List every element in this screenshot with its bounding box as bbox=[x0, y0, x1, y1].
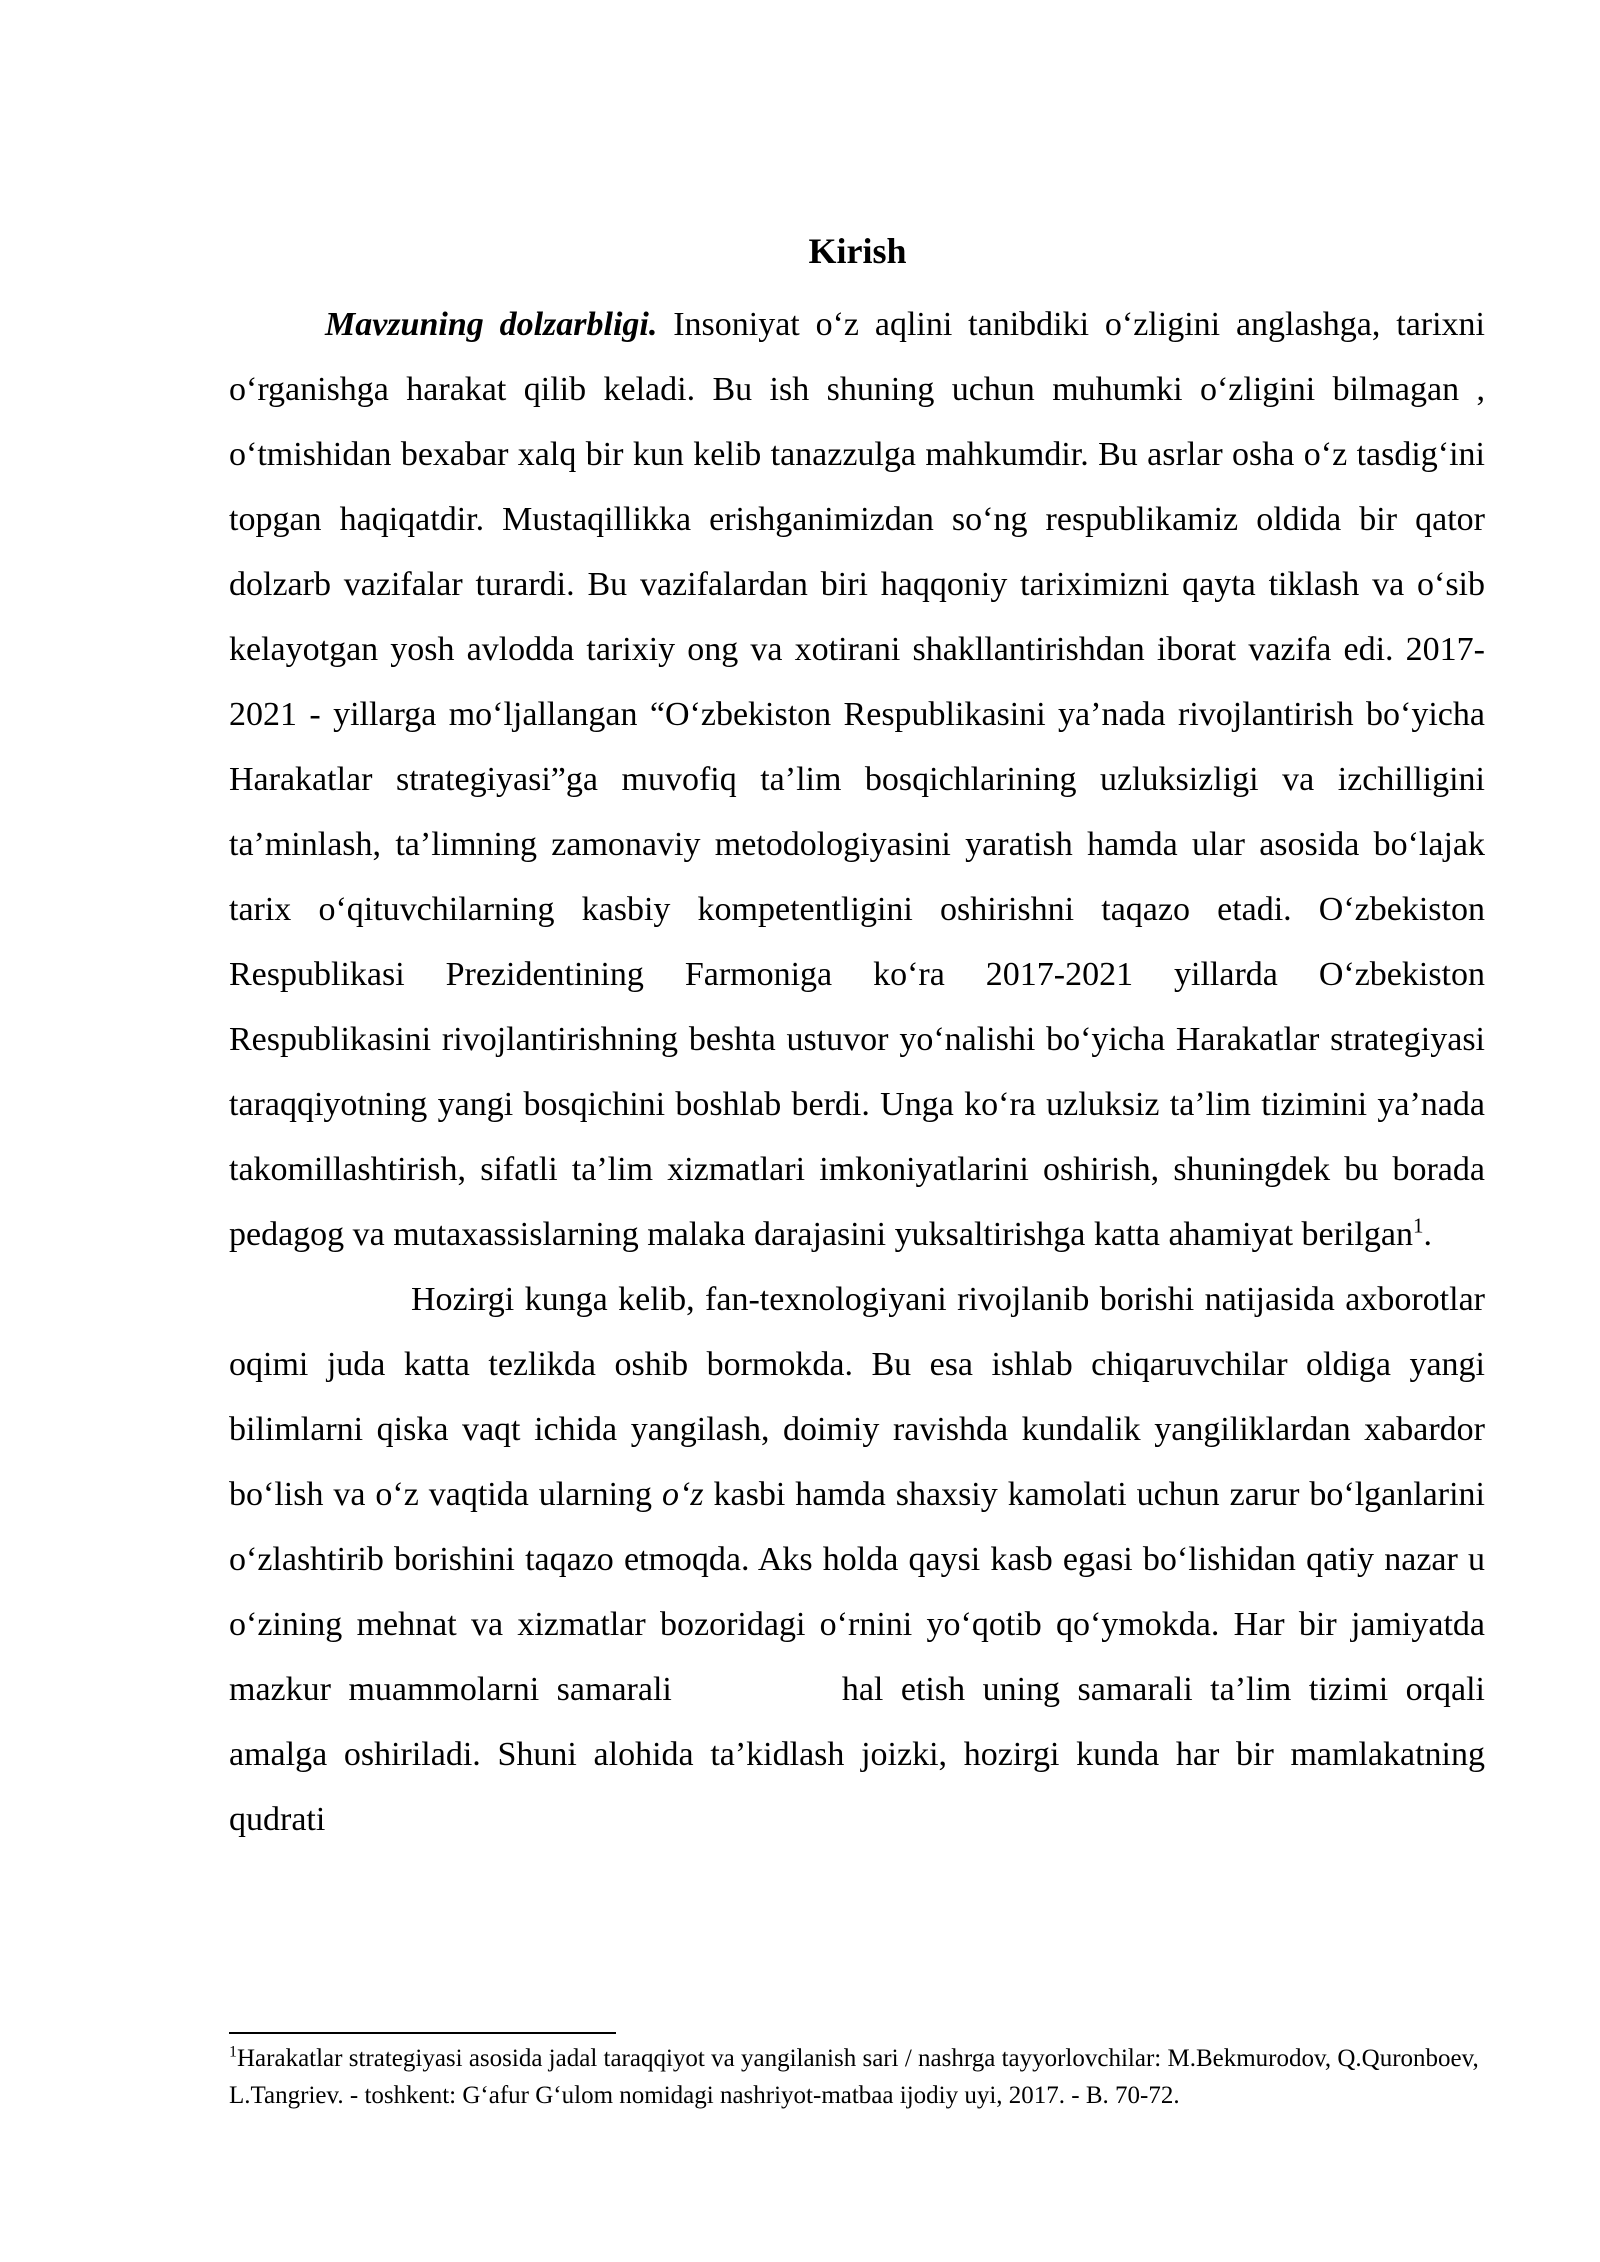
page-title: Kirish bbox=[808, 231, 907, 271]
paragraph-text: Insoniyat o‘z aqlini tanibdiki o‘zligini anglashga, tarixni o‘rganishga harakat qilib keladi. Bu ish shuning uchun muhumki o‘zligini bilmagan , o‘tmishidan bexabar xalq bir kun kelib tanazzulga mahkumdir. Bu asrlar osha o‘z tasdig‘ini topgan haqiqatdir. Mustaqillikka erishganimizdan so‘ng respublikamiz oldida bir qator dolzarb vazifalar turardi. Bu vazifalardan biri haqqoniy tariximizni qayta tiklash va o‘sib kelayotgan yosh avlodda tarixiy ong va xotirani shakllantirishdan iborat vazifa edi. 2017-2021 - yillarga mo‘ljallangan “O‘zbekiston Respublikasini ya’nada rivojlantirish bo‘yicha Harakatlar strategiyasi”ga muvofiq ta’lim bosqichlarining uzluksizligi va izchilligini ta’minlash, ta’limning zamonaviy metodologiyasini yaratish hamda ular asosida bo‘lajak tarix o‘qituvchilarning kasbiy kompetentligini oshirishni taqazo etadi. O‘zbekiston Respublikasi Prezidentining Farmoniga ko‘ra 2017-2021 yillarda O‘zbekiston Respublikasini rivojlantirishning beshta ustuvor yo‘nalishi bo‘yicha Harakatlar strategiyasi taraqqiyotning yangi bosqichini boshlab berdi. Unga ko‘ra uzluksiz ta’lim tizimini ya’nada takomillashtirish, sifatli ta’lim xizmatlari imkoniyatlarini oshirish, shuningdek bu borada pedagog va mutaxassislarning malaka darajasini yuksaltirishga katta ahamiyat berilgan bbox=[229, 306, 1486, 1253]
italic-text: o‘z bbox=[662, 1476, 704, 1513]
footnote-separator bbox=[229, 2032, 616, 2034]
paragraph-end: . bbox=[1423, 1216, 1432, 1253]
paragraph-last-line: Shuni alohida ta’kidlash joizki, hozirgi kunda har bir mamlakatning qudrati bbox=[229, 1736, 1485, 1838]
paragraph-lead: Mavzuning dolzarbligi. bbox=[325, 306, 658, 343]
paragraph-text: kasbi hamda shaxsiy kamolati uchun zarur bo‘lganlarini o‘zlashtirib borishini taqazo etmoqda. Aks holda qaysi kasb egasi bo‘lishidan qatiy nazar u o‘zining mehnat va xizmatlar bozoridagi o‘rnini yo‘qotib qo‘ymokda. Har bir jamiyatda mazkur muammolarni samarali bbox=[229, 1476, 1485, 1708]
footnote bbox=[229, 2040, 1485, 2114]
body-text bbox=[229, 292, 1485, 1852]
paragraph-text: hal etish uning samarali ta’lim tizimi orqali amalga oshiriladi. bbox=[229, 1671, 1485, 1773]
paragraph-text: Hozirgi kunga kelib, fan-texnologiyani rivojlanib borishi natijasida axborotlar oqimi juda katta tezlikda oshib bormokda. Bu esa ishlab chiqaruvchilar oldiga yangi bilimlarni qiska vaqt ichida yangilash, doimiy ravishda kundalik yangiliklardan xabardor bo‘lish va o‘z vaqtida ularning bbox=[229, 1281, 1485, 1513]
footnote-number: 1 bbox=[229, 2043, 237, 2061]
paragraph-relevance bbox=[229, 292, 1485, 1267]
paragraph-current-state bbox=[229, 1267, 1485, 1852]
footnote-text: Harakatlar strategiyasi asosida jadal taraqqiyot va yangilanish sari / nashrga tayyorlovchilar: M.Bekmurodov, Q.Quronboev, L.Tangriev. - toshkent: G‘afur G‘ulom nomidagi nashriyot-matbaa ijodiy uyi, 2017. - B. 70-72. bbox=[229, 2045, 1479, 2109]
footnote-reference[interactable]: 1 bbox=[1412, 1213, 1424, 1238]
